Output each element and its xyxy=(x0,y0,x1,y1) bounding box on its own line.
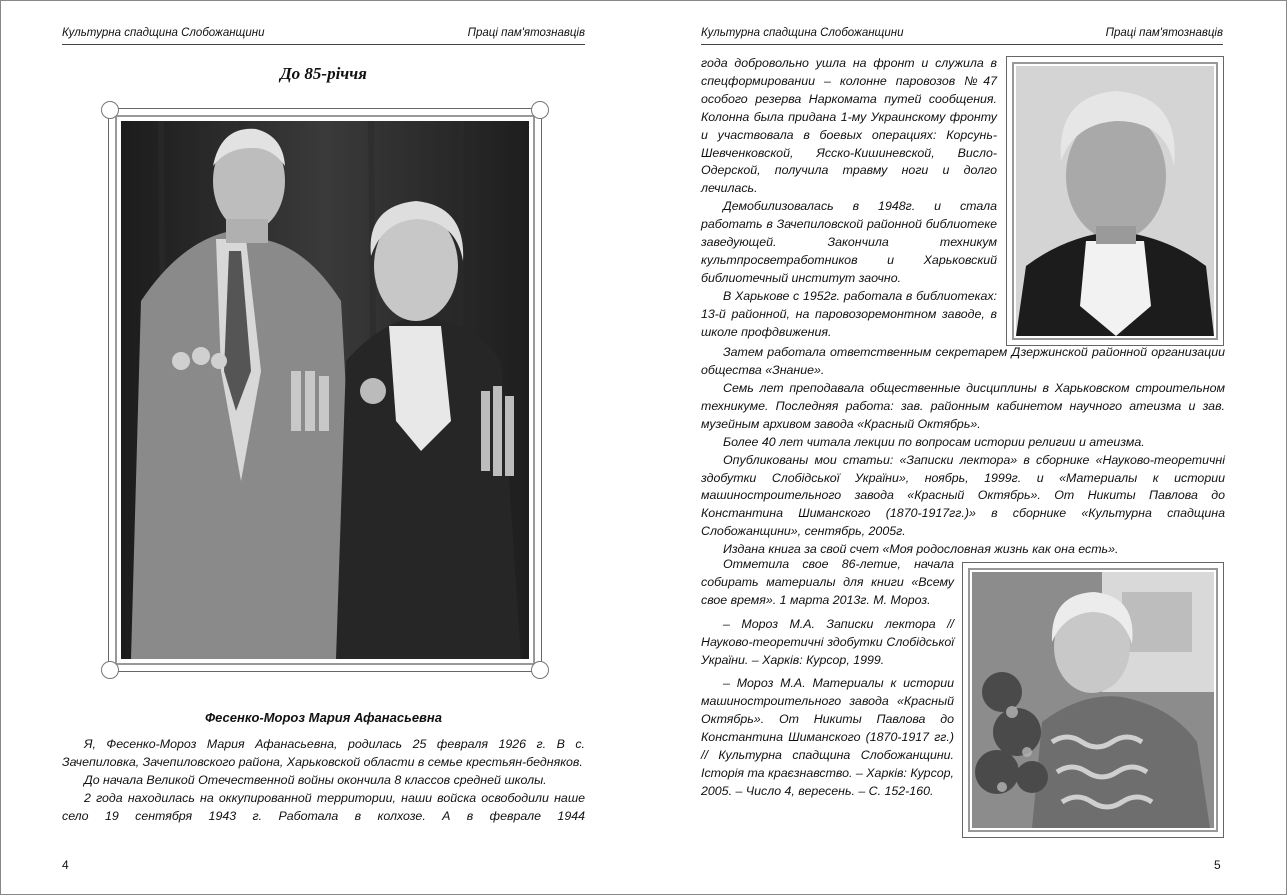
paragraph: В Харькове с 1952г. работала в библиотеках: 13-й районной, на паровозоремонтном заводе, в школе профдвижения. xyxy=(701,288,997,339)
paragraph: Опубликованы мои статьи: «Записки лектора» в сборнике «Науково-теоретичні здобутки Слобідської України», ноябрь, 1999г. и «Материалы к истории машиностроительного завода «Красный Октябрь». От Никиты Павлова до Константина Шиманского (1870-1917гг.)» в сборнике «Культурна спадщина Слобожанщини», сентябрь, 2005г. xyxy=(701,452,1225,539)
paragraph: Издана книга за свой счет «Моя родословная жизнь как она есть». xyxy=(723,542,1119,557)
couple-photo-frame xyxy=(108,108,542,672)
photo-caption: Фесенко-Мороз Мария Афанасьевна xyxy=(205,710,442,725)
paragraph: Отметила свое 86-летие, начала собирать материалы для книги «Всему свое время». 1 марта 2013г. М. Мороз. xyxy=(701,557,954,607)
paragraph: 2 года находилась на оккупированной территории, наши войска освободили наше село 19 сентября 1943 г. Работала в колхозе. А в феврале 1944 xyxy=(62,790,585,823)
birthday-photo-frame xyxy=(962,562,1224,838)
birthday-photo-image xyxy=(972,572,1214,828)
page-number-left: 4 xyxy=(62,858,69,872)
right-bottom-column xyxy=(701,556,954,801)
header-series-title: Культурна спадщина Слобожанщини xyxy=(62,27,265,39)
header-series-title: Культурна спадщина Слобожанщини xyxy=(701,27,904,39)
right-bridge-text xyxy=(701,344,1225,380)
portrait-photo-frame xyxy=(1006,56,1224,346)
birthday-photo xyxy=(972,572,1214,828)
running-header-right xyxy=(701,26,1223,45)
couple-photo xyxy=(121,121,529,659)
paragraph: Я, Фесенко-Мороз Мария Афанасьевна, родилась 25 февраля 1926 г. В с. Зачепиловка, Зачепиловского района, Харьковской области в семье крестьян-бедняков. xyxy=(62,737,585,769)
right-full-width-text xyxy=(701,380,1225,559)
header-section-title: Праці пам'ятознавців xyxy=(467,27,585,39)
paragraph: Семь лет преподавала общественные дисциплины в Харьковском строительном техникуме. Последняя работа: зав. районным кабинетом научного атеизма и зав. музейным архивом завода «Красный Октябрь». xyxy=(701,381,1225,431)
paragraph: Демобилизовалась в 1948г. и стала работать в Зачепиловской районной библиотеке заведующей. Закончила техникум культпросветработников и Харьковский библиотечный институт заочно. xyxy=(701,199,997,285)
page-number-right: 5 xyxy=(1214,858,1221,872)
paragraph: года добровольно ушла на фронт и служила в спецформировании – колонне паровозов №47 особого резерва Наркомата путей сообщения. Колонна была придана 1-му Украинскому фронту и участвовала в боевых операциях: Корсунь-Шевченковской, Ясско-Кишиневской, Висло-Одерской, получила травму ноги и долго лечилась. xyxy=(701,56,997,196)
running-header-left xyxy=(62,26,585,45)
header-section-title: Праці пам'ятознавців xyxy=(1105,27,1223,39)
paragraph: До начала Великой Отечественной войны окончила 8 классов средней школы. xyxy=(84,772,547,787)
portrait-photo-image xyxy=(1016,66,1214,336)
reference-item: – Мороз М.А. Записки лектора // Науково-теоретичні здобутки Слобідської України. – Харків: Курсор, 1999. xyxy=(701,616,954,667)
couple-photo-image xyxy=(121,121,529,659)
paragraph: Более 40 лет читала лекции по вопросам истории религии и атеизма. xyxy=(723,434,1145,449)
reference-item: – Мороз М.А. Материалы к истории машиностроительного завода «Красный Октябрь». От Никиты Павлова до Константина Шиманского (1870-1917 гг.) // Культурна спадщина Слобожанщини. Історія та краєзнавство. – Харків: Курсор, 2005. – Число 4, вересень. – С. 152-160. xyxy=(701,676,954,798)
right-page xyxy=(644,0,1288,896)
right-top-column xyxy=(701,55,997,342)
paragraph: Затем работала ответственным секретарем Дзержинской районной организации общества «Знание». xyxy=(701,345,1225,377)
left-body-text xyxy=(62,736,585,826)
portrait-photo xyxy=(1016,66,1214,336)
anniversary-title: До 85-річчя xyxy=(280,64,367,83)
